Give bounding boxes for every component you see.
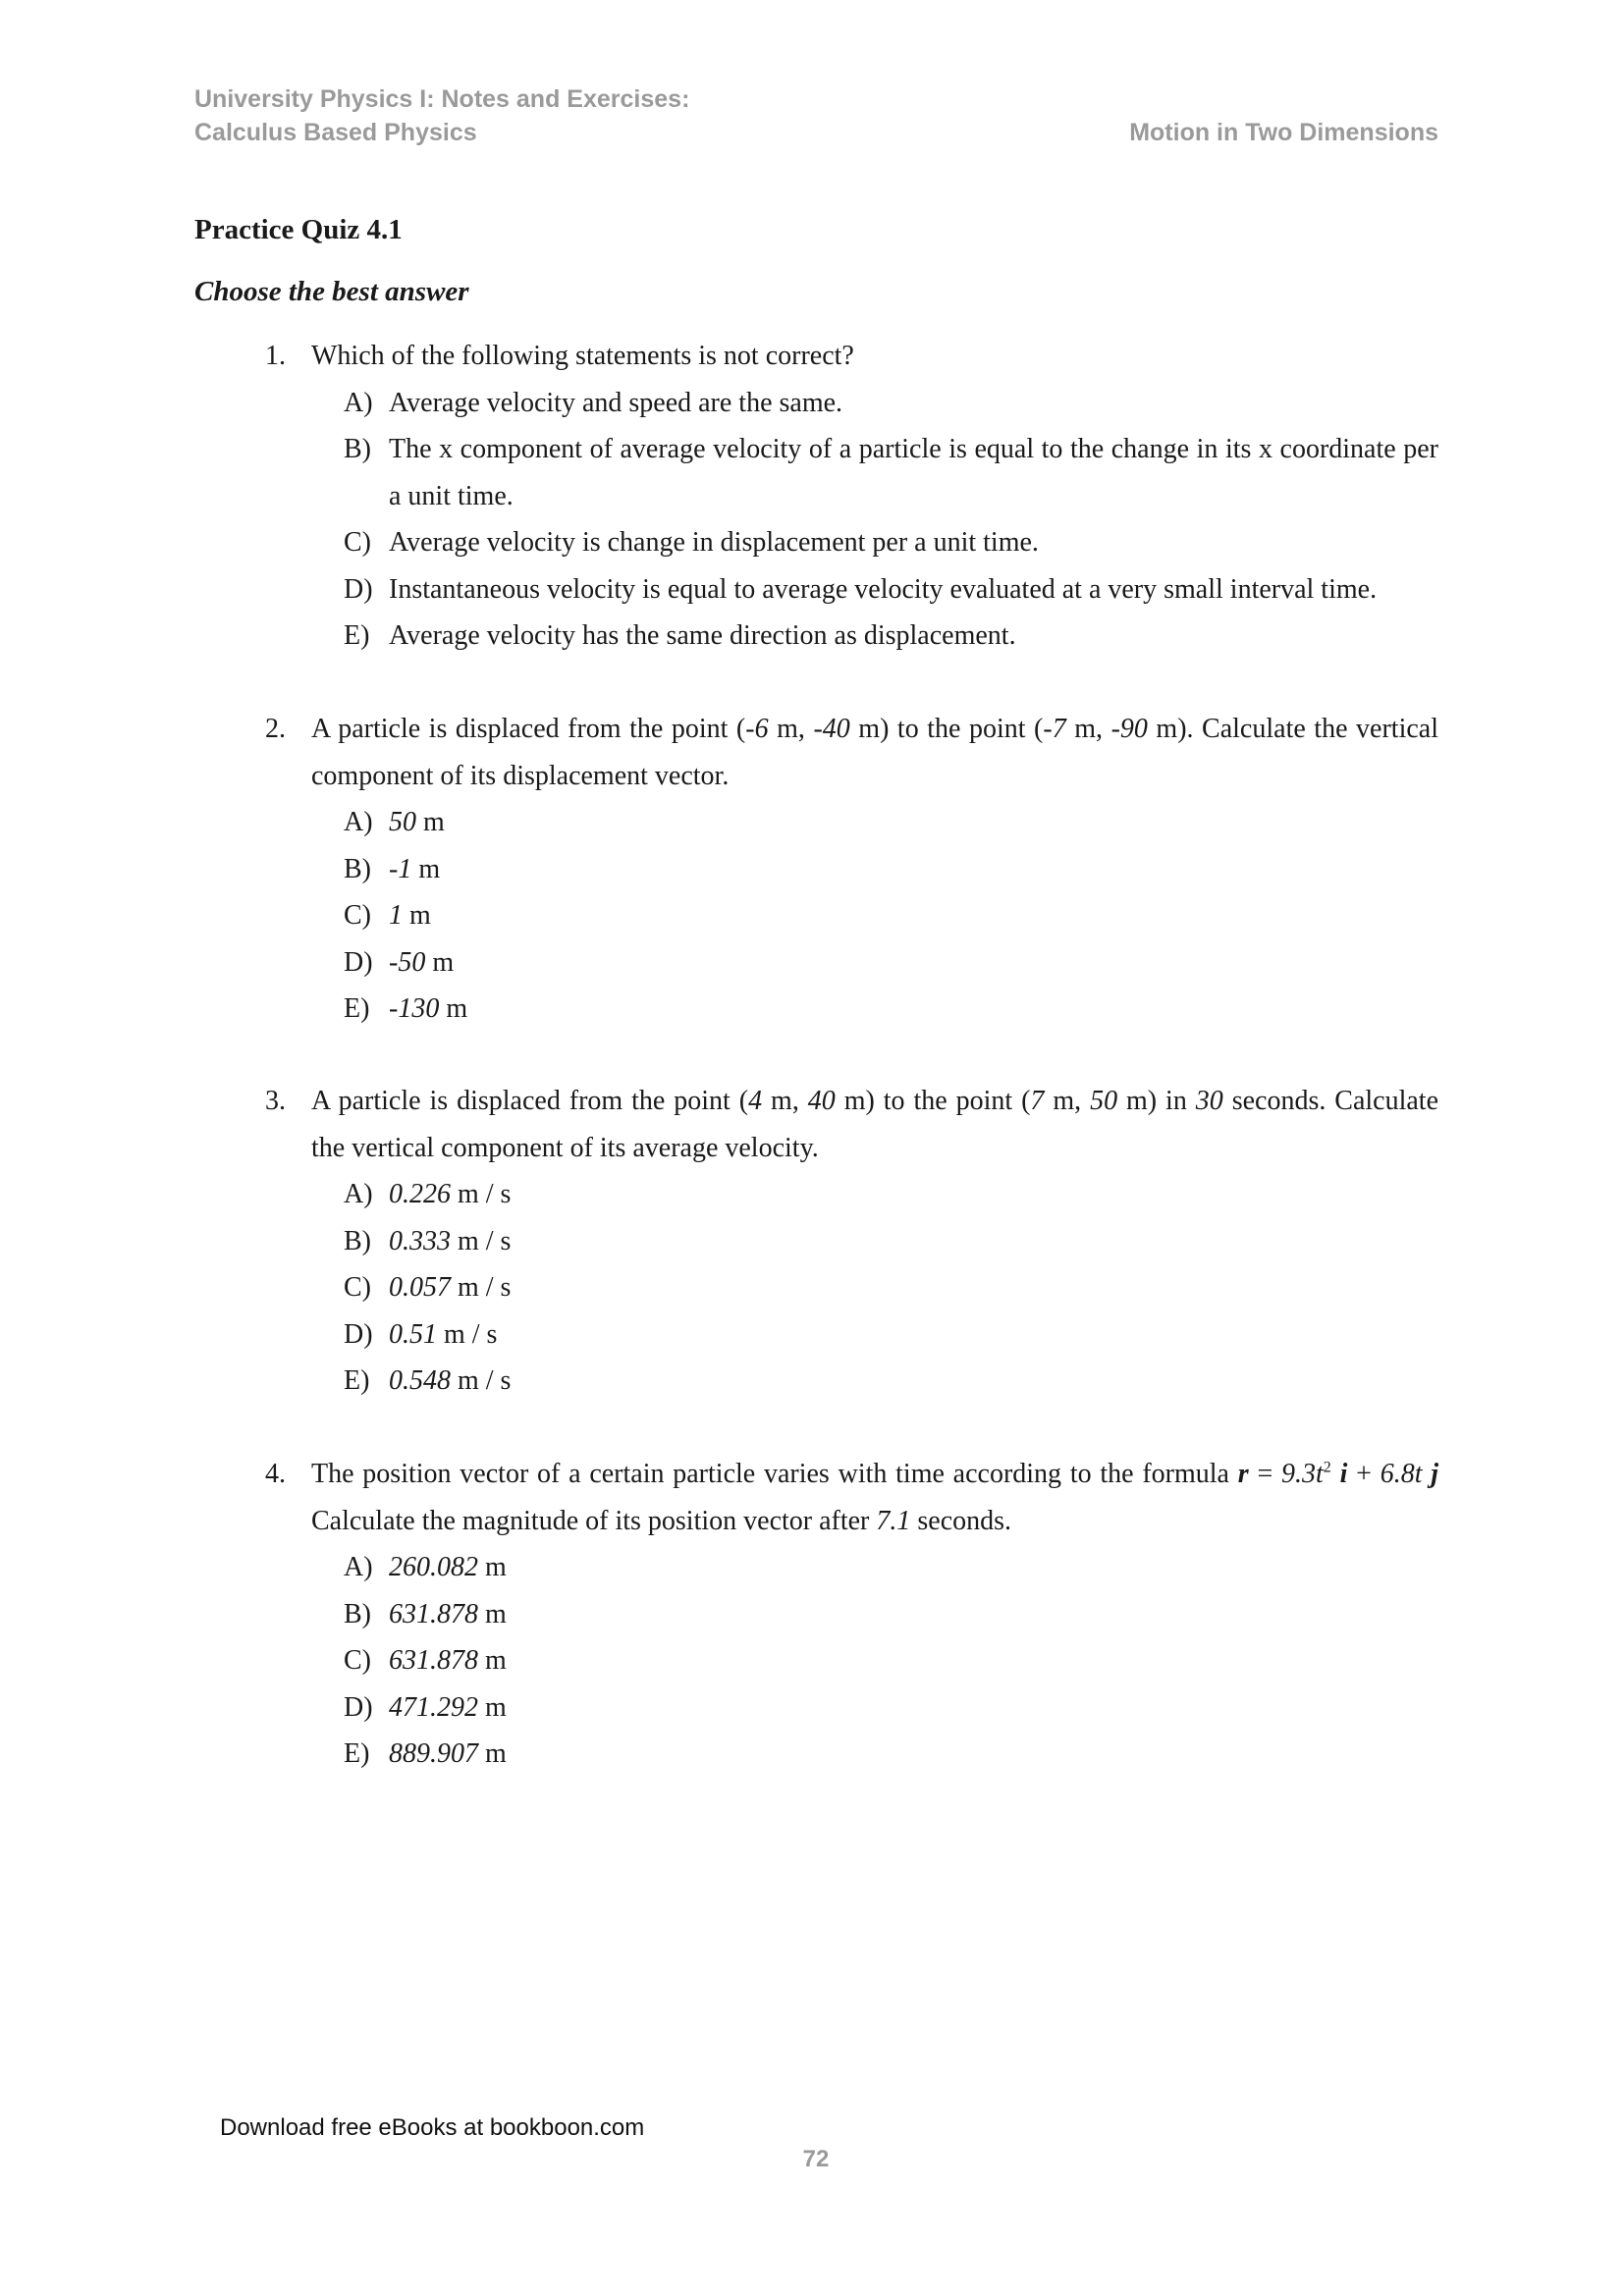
text-segment: m) in: [1117, 1086, 1196, 1116]
option-text: [389, 1544, 1438, 1591]
text-segment: m). Calculate the vertical component of its displacement vector.: [311, 714, 1438, 791]
option-letter: B): [344, 853, 371, 884]
text-segment: m: [478, 1691, 507, 1723]
option-letter: A): [344, 807, 373, 837]
question-text: [311, 333, 1438, 380]
option-letter: C): [344, 1645, 371, 1676]
answer-option[interactable]: [344, 380, 1438, 427]
quiz-title: Practice Quiz 4.1: [194, 214, 403, 245]
question-number: 3.: [265, 1086, 286, 1116]
text-segment: A particle is displaced from the point (: [311, 714, 746, 744]
option-letter: D): [344, 1318, 373, 1350]
text-segment: m / s: [437, 1318, 498, 1350]
option-letter: E): [344, 620, 370, 651]
option-text: [389, 1311, 1438, 1359]
option-letter: B): [344, 1598, 371, 1629]
option-text: [389, 1637, 1438, 1684]
text-segment: 260.082: [389, 1552, 478, 1582]
answer-option[interactable]: [344, 519, 1438, 566]
text-segment: -90: [1110, 714, 1148, 744]
text-segment: Average velocity has the same direction as displacement.: [389, 620, 1016, 651]
text-segment: 50: [389, 807, 416, 837]
text-segment: =: [1248, 1459, 1282, 1489]
book-title-line-2: Calculus Based Physics: [194, 119, 477, 146]
page-number: 72: [802, 2146, 830, 2172]
text-segment: m: [478, 1598, 507, 1629]
text-segment: Instantaneous velocity is equal to average velocity evaluated at a very small interval time.: [389, 573, 1378, 605]
text-segment: -50: [389, 946, 426, 978]
text-segment: 2: [1323, 1459, 1331, 1476]
option-text: [389, 426, 1438, 519]
answer-option[interactable]: [344, 426, 1438, 519]
download-footer-link[interactable]: Download free eBooks at bookboon.com: [220, 2114, 645, 2141]
text-segment: [1422, 1459, 1431, 1489]
running-header-book-title: [194, 82, 689, 149]
text-segment: Average velocity and speed are the same.: [389, 387, 843, 418]
option-text: [389, 1684, 1438, 1732]
text-segment: 0.057: [389, 1272, 451, 1303]
option-letter: A): [344, 387, 373, 418]
option-text: [389, 986, 1438, 1033]
text-segment: -40: [813, 714, 850, 744]
text-segment: j: [1431, 1459, 1439, 1489]
answer-option[interactable]: [344, 1591, 1438, 1638]
question-text: [311, 1451, 1438, 1544]
question-stem: [265, 333, 1438, 380]
answer-option[interactable]: [344, 566, 1438, 614]
text-segment: i: [1339, 1459, 1348, 1489]
answer-option[interactable]: [344, 1264, 1438, 1311]
answer-option[interactable]: [344, 892, 1438, 939]
text-segment: 631.878: [389, 1645, 478, 1676]
text-segment: m: [425, 946, 455, 978]
option-letter: D): [344, 1691, 373, 1723]
book-title-line-1: University Physics I: Notes and Exercises:: [194, 85, 690, 113]
question-3: [265, 1078, 1438, 1405]
answer-option[interactable]: [344, 1358, 1438, 1405]
answer-option[interactable]: [344, 1311, 1438, 1359]
text-segment: m: [478, 1645, 507, 1676]
option-letter: D): [344, 573, 373, 605]
text-segment: Average velocity is change in displacement per a unit time.: [389, 527, 1039, 558]
text-segment: Which of the following statements is not correct?: [311, 341, 854, 371]
option-text: [389, 1171, 1438, 1218]
option-text: [389, 1264, 1438, 1311]
option-letter: C): [344, 527, 371, 558]
answer-option[interactable]: [344, 613, 1438, 660]
option-text: [389, 1591, 1438, 1638]
question-text: [311, 1078, 1438, 1171]
text-segment: 9.3t: [1281, 1459, 1324, 1489]
option-letter: E): [344, 993, 370, 1024]
text-segment: m / s: [451, 1225, 512, 1256]
text-segment: 7: [1030, 1086, 1045, 1116]
text-segment: m / s: [451, 1365, 512, 1396]
text-segment: 631.878: [389, 1598, 478, 1629]
option-text: [389, 892, 1438, 939]
text-segment: Calculate the magnitude of its position vector after: [311, 1505, 877, 1536]
text-segment: 889.907: [389, 1738, 478, 1769]
text-segment: -6: [745, 714, 769, 744]
text-segment: 0.51: [389, 1318, 437, 1350]
option-letter: C): [344, 1272, 371, 1303]
text-segment: m: [411, 853, 441, 884]
answer-option[interactable]: [344, 1731, 1438, 1778]
text-segment: 0.548: [389, 1365, 451, 1396]
text-segment: seconds.: [910, 1505, 1012, 1536]
text-segment: 0.333: [389, 1225, 451, 1256]
option-text: [389, 1358, 1438, 1405]
question-stem: [265, 1078, 1438, 1171]
text-segment: seconds. Calculate the vertical component of its average velocity.: [311, 1086, 1439, 1163]
answer-option[interactable]: [344, 1684, 1438, 1732]
option-text: [389, 519, 1438, 566]
text-segment: m: [439, 993, 468, 1024]
option-letter: A): [344, 1179, 373, 1209]
option-text: [389, 799, 1438, 846]
text-segment: m: [478, 1552, 507, 1582]
question-text: [311, 706, 1438, 799]
question-number: 1.: [265, 341, 286, 371]
text-segment: 7.1: [876, 1505, 911, 1536]
answer-option[interactable]: [344, 1544, 1438, 1591]
text-segment: 4: [748, 1086, 763, 1116]
text-segment: [1331, 1459, 1340, 1489]
text-segment: +: [1347, 1459, 1380, 1489]
option-letter: B): [344, 434, 371, 464]
option-letter: E): [344, 1738, 370, 1769]
question-1: [265, 333, 1438, 660]
answer-option[interactable]: [344, 799, 1438, 846]
text-segment: m,: [768, 714, 814, 744]
text-segment: m,: [1065, 714, 1111, 744]
text-segment: 6.8t: [1380, 1459, 1423, 1489]
option-text: [389, 566, 1438, 614]
question-number: 2.: [265, 714, 286, 744]
answer-option[interactable]: [344, 986, 1438, 1033]
question-4: [265, 1451, 1438, 1778]
option-letter: D): [344, 946, 373, 978]
answer-option[interactable]: [344, 939, 1438, 987]
text-segment: m: [403, 900, 431, 931]
option-text: [389, 846, 1438, 893]
text-segment: m) to the point (: [849, 714, 1044, 744]
text-segment: m: [416, 807, 445, 837]
text-segment: 30: [1195, 1086, 1223, 1116]
answer-option[interactable]: [344, 1218, 1438, 1265]
option-letter: C): [344, 900, 371, 931]
option-text: [389, 380, 1438, 427]
running-header-chapter: Motion in Two Dimensions: [1129, 119, 1438, 146]
option-text: [389, 1731, 1438, 1778]
text-segment: A particle is displaced from the point (: [311, 1086, 749, 1116]
answer-option[interactable]: [344, 1171, 1438, 1218]
text-segment: -130: [389, 993, 440, 1024]
option-letter: B): [344, 1225, 371, 1256]
option-text: [389, 939, 1438, 987]
option-text: [389, 1218, 1438, 1265]
text-segment: m,: [762, 1086, 808, 1116]
text-segment: 1: [389, 900, 403, 931]
option-text: [389, 613, 1438, 660]
option-letter: A): [344, 1552, 373, 1582]
text-segment: m / s: [451, 1272, 512, 1303]
text-segment: 40: [807, 1086, 836, 1116]
answer-option[interactable]: [344, 846, 1438, 893]
text-segment: -7: [1043, 714, 1066, 744]
answer-option[interactable]: [344, 1637, 1438, 1684]
text-segment: The position vector of a certain particle varies with time according to the formula: [311, 1459, 1238, 1489]
question-2: [265, 706, 1438, 1033]
text-segment: 471.292: [389, 1691, 478, 1723]
text-segment: 0.226: [389, 1179, 451, 1209]
text-segment: m,: [1044, 1086, 1091, 1116]
question-number: 4.: [265, 1459, 286, 1489]
text-segment: r: [1237, 1459, 1249, 1489]
question-stem: [265, 706, 1438, 799]
quiz-instructions: Choose the best answer: [194, 276, 469, 307]
text-segment: m / s: [451, 1179, 512, 1209]
text-segment: The x component of average velocity of a particle is equal to the change in its x coordinate per a unit time.: [389, 434, 1438, 511]
option-letter: E): [344, 1365, 370, 1396]
text-segment: m: [478, 1738, 507, 1769]
question-stem: [265, 1451, 1438, 1544]
text-segment: 50: [1090, 1086, 1118, 1116]
text-segment: m) to the point (: [835, 1086, 1031, 1116]
text-segment: -1: [389, 853, 412, 884]
